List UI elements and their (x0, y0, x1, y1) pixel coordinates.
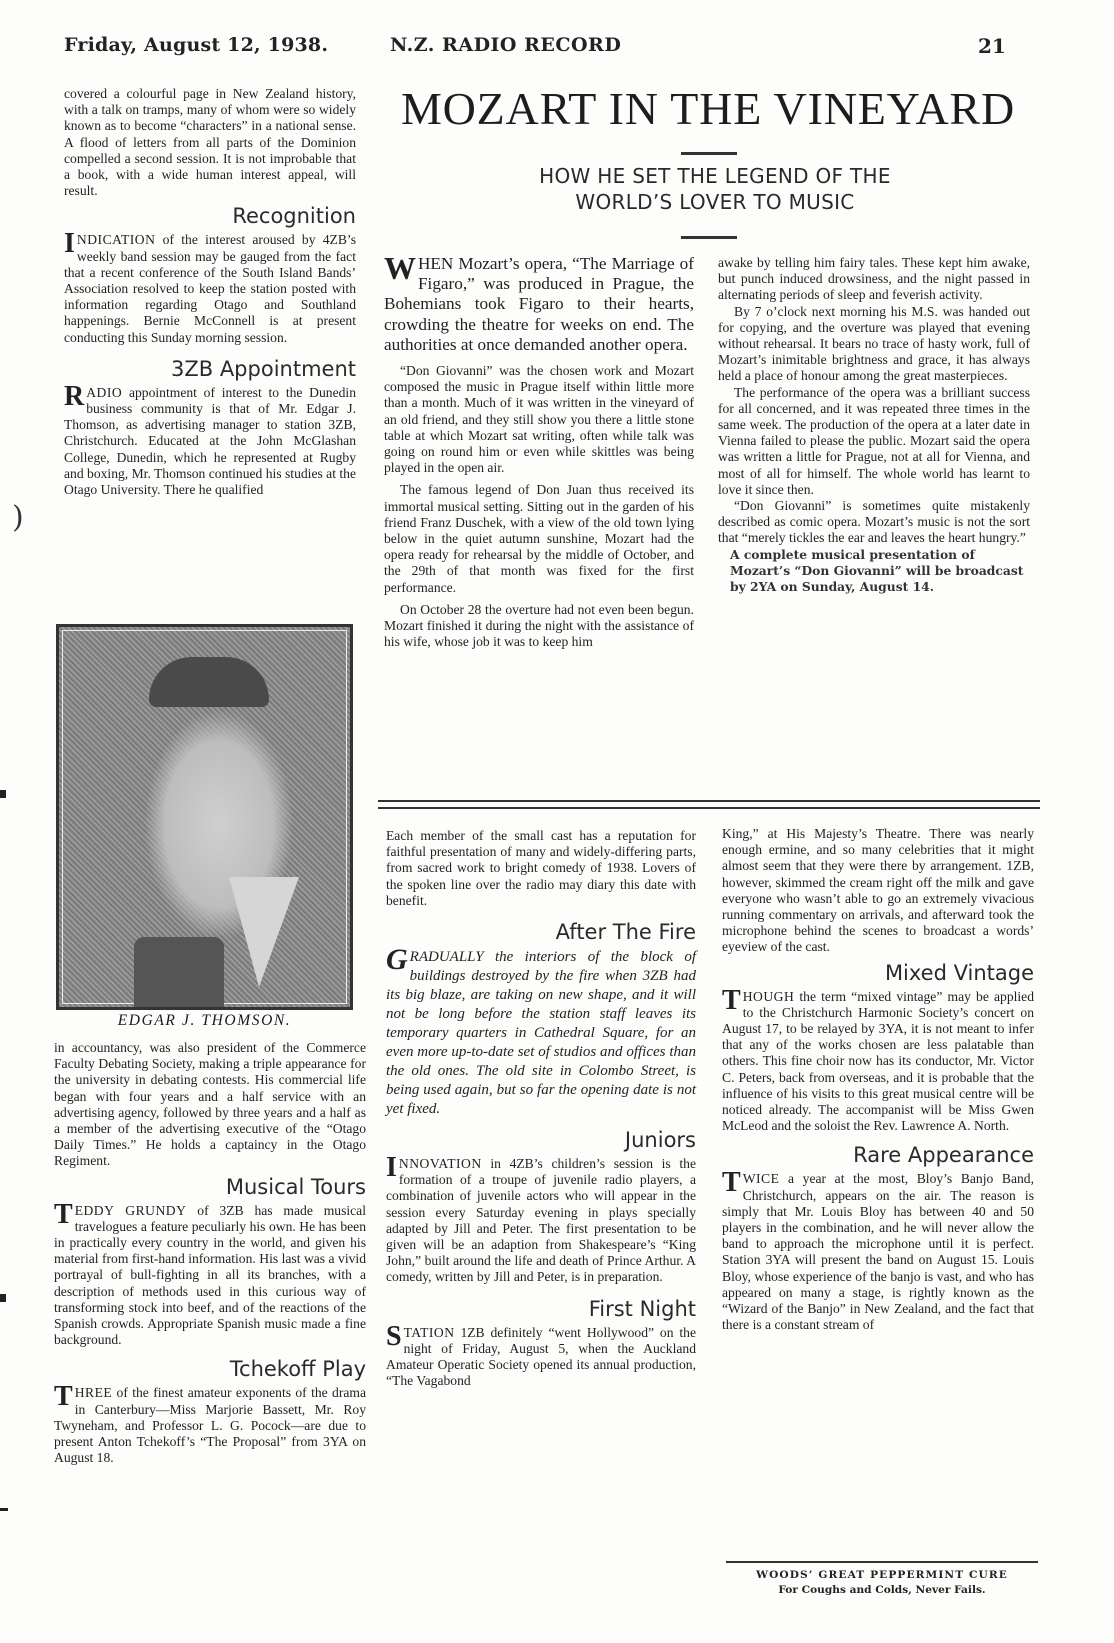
intro-continued-text: covered a colourful page in New Zealand history, with a talk on tramps, many of whom were so widely known as to become “characters” in a national sense. A flood of letters from all parts of the Dominion compelled a second session. It is not improbable that a book, with a wide human interest appeal, will result. (64, 86, 356, 199)
publication-title: N.Z. RADIO RECORD (390, 34, 622, 56)
rare-appearance-article: TWICE a year at the most, Bloy’s Banjo Band, Christchurch, appears on the air. The reason is simply that Mr. Louis Bloy has between 40 and 50 players in the combination, and he will never allow the band to approach the microphone until it is perfect. Station 3YA will present the band on August 15. Louis Bloy, whose experience of the banjo is vast, and who has appeared on many a stage, is rightly known as the “Wizard of the Banjo” in New Zealand, and the fact that there is a constant stream of (722, 1167, 1034, 1333)
advertisement (726, 1568, 1038, 1598)
deck-rule-top (681, 152, 737, 155)
dropcap: R (64, 380, 85, 412)
dropcap: T (54, 1198, 73, 1230)
masthead (0, 34, 1114, 64)
mixed-vintage-heading: Mixed Vintage (884, 960, 1034, 985)
feature-paragraph: On October 28 the overture had not even been begun. Mozart finished it during the night with the assistance of his wife, whose job it was to keep him (384, 601, 694, 650)
middle-column-lower (386, 828, 696, 1389)
left-column-bottom (54, 1040, 366, 1466)
feature-paragraph: The performance of the opera was a brilliant success for all concerned, and it was repeated three times in the same week. The production of the opera at a later date in Vienna failed to please the public. Mozart said the opera was written a little for Prague, not at all for Vienna, and most of all for himself. The whole world has learnt to love it since then. (718, 384, 1030, 497)
tchekoff-article: THREE of the finest amateur exponents of the drama in Canterbury—Miss Marjorie Bassett, Mr. Roy Twyneham, and Professor L. G. Pocock—are due to present Anton Tchekoff’s “The Proposal” from 3YA on August 18. (54, 1381, 366, 1466)
feature-paragraph: awake by telling him fairy tales. These kept him awake, but punch induced drowsiness, and the night passed in alternating periods of sleep and feverish activity. (718, 255, 1030, 303)
right-column-lower (722, 826, 1034, 1333)
first-night-continued-text: King,” at His Majesty’s Theatre. There was nearly enough ermine, and so many celebrities that it might almost seem that they were there by arrangement. 1ZB, however, skimmed the cream right off the milk and gave everyone who wasn’t able to go an extremely vivacious running commentary on arrivals, and afterward took the microphone behind the scenes to broadcast a words’ eyeview of the cast. (722, 826, 1034, 955)
dropcap: T (54, 1381, 73, 1413)
broadcast-note: A complete musical presentation of Mozart’s “Don Giovanni” will be broadcast by 2YA on Sunday, August 14. (730, 546, 1024, 594)
margin-dash-mark (0, 1508, 8, 1511)
advertisement-rule (726, 1561, 1038, 1563)
first-night-article: STATION 1ZB definitely “went Hollywood” on the night of Friday, August 5, when the Auckland Amateur Operatic Society opened its annual production, “The Vagabond (386, 1320, 696, 1389)
feature-paragraph: “Don Giovanni” was the chosen work and Mozart composed the music in Prague itself within little more than a month. Much of it was written in the vineyard of an old friend, and they still show you there a little stone table at which Mozart sat writing, often while talk was going on round him or even while skittles was being played in the open air. (384, 363, 694, 476)
deck-rule-bottom (681, 236, 737, 239)
recognition-article: INDICATION of the interest aroused by 4ZB’s weekly band session may be gauged from the fact that a recent conference of the South Island Bands’ Association resolved to keep the station posted with information regarding Otago and Southland happenings. Bernie McConnell is at present conducting this Sunday morning session. (64, 228, 356, 345)
feature-paragraph: By 7 o’clock next morning his M.S. was handed out for copying, and the overture was played that evening without rehearsal. It bears no trace of hasty work, full of Mozart’s inimitable brightness and grace, it has always held a place of honour among the great masterpieces. (718, 303, 1030, 384)
dropcap: S (386, 1320, 402, 1352)
dropcap: I (386, 1152, 397, 1184)
left-column-top (64, 86, 356, 498)
tchekoff-heading: Tchekoff Play (229, 1357, 366, 1382)
photo-hair (149, 657, 269, 707)
feature-headline: MOZART IN THE VINEYARD (400, 83, 1016, 134)
photo-caption: EDGAR J. THOMSON. (117, 1012, 292, 1029)
margin-dot-mark (0, 1294, 6, 1302)
page-number: 21 (978, 34, 1006, 58)
advertisement-line-2: For Coughs and Colds, Never Fails. (778, 1584, 986, 1596)
first-night-heading: First Night (588, 1296, 696, 1321)
musical-tours-heading: Musical Tours (225, 1174, 366, 1199)
photo-collar (229, 877, 299, 987)
advertisement-line-1: WOODS’ GREAT PEPPERMINT CURE (756, 1569, 1008, 1581)
feature-lead-paragraph: WHEN Mozart’s opera, “The Marriage of Figaro,” was produced in Prague, the Bohemians took Figaro to their hearts, crowding the theatre for weeks on end. The authorities at once demanded another opera. (384, 250, 694, 354)
after-the-fire-heading: After The Fire (555, 920, 696, 945)
recognition-heading: Recognition (232, 204, 356, 229)
issue-date: Friday, August 12, 1938. (64, 34, 329, 56)
dropcap: W (384, 250, 416, 286)
juniors-article: INNOVATION in 4ZB’s children’s session is the formation of a troupe of juvenile radio players, a combination of juvenile actors who will appear in the session every Saturday evening in plays specially adapted by Jill and Peter. The first presentation to be given will be an adaption from Shakespeare’s “King John,” built around the life and death of Prince Arthur. A comedy, written by Jill and Peter, is in preparation. (386, 1152, 696, 1285)
margin-bracket-mark: ) (12, 500, 24, 535)
dropcap: T (722, 984, 741, 1016)
feature-deck: HOW HE SET THE LEGEND OF THE WORLD’S LOVER TO MUSIC (539, 164, 891, 214)
feature-paragraph: “Don Giovanni” is sometimes quite mistakenly described as comic opera. Mozart’s music is not the sort that “merely tickles the ear and leaves the heart hungry.” (718, 498, 1030, 546)
photo-jacket (134, 937, 224, 1007)
dropcap: G (386, 943, 408, 977)
appointment-heading: 3ZB Appointment (170, 356, 356, 381)
portrait-photo (56, 624, 353, 1010)
rare-appearance-heading: Rare Appearance (853, 1143, 1034, 1168)
feature-bottom-rule (378, 800, 1040, 809)
feature-paragraph: The famous legend of Don Juan thus received its immortal musical setting. Sitting out in the garden of his friend Franz Duschek, with a view of the old town lying below in the quiet autumn sunshine, Mozart had the opera ready for rehearsal by the middle of October, and the 29th of that month was fixed for the first performance. (384, 482, 694, 595)
appointment-continued-text: in accountancy, was also president of the Commerce Faculty Debating Society, making a triple appearance for the university in debating contests. His commercial life began with four years and a half service with an advertising agency, followed by three years and a half as a member of the advertising executive of the “Otago Daily Times.” He holds a captaincy in the Otago Regiment. (54, 1040, 366, 1169)
dropcap: T (722, 1167, 741, 1199)
feature-column-1 (384, 250, 694, 650)
appointment-article: RADIO appointment of interest to the Dunedin business community is that of Mr. Edgar J. Thomson, as advertising manager to station 3ZB, Christchurch. Educated at the John McGlashan College, Dunedin, which he represented at Rugby and boxing, Mr. Thomson continued his studies at the Otago University. There he qualified (64, 380, 356, 498)
after-the-fire-article: GRADUALLY the interiors of the block of buildings destroyed by the fire when 3ZB had its big blaze, are taking on new shape, and it will not be long before the station staff leaves its temporary quarters in Cathedral Square, for an even more up-to-date set of studios and offices than the old ones. The old site in Colombo Street, is being used again, but so far the opening date is not yet fixed. (386, 943, 696, 1118)
juniors-heading: Juniors (624, 1128, 696, 1153)
tchekoff-continued-text: Each member of the small cast has a reputation for faithful presentation of many and widely-differing parts, from sacred work to bright comedy of 1938. Lovers of the spoken line over the radio may diary this date with benefit. (386, 828, 696, 908)
mixed-vintage-article: THOUGH the term “mixed vintage” may be applied to the Christchurch Harmonic Society’s concert on August 17, to be relayed by 3YA, it is not meant to infer that any of the works chosen are less palatable than others. This fine choir now has its conductor, Mr. Victor C. Peters, back from overseas, and it is probable that the influence of his visits to this great musical centre will be noticed already. The accompanist will be Miss Gwen McLeod and the soloist the Rev. Lawrence A. North. (722, 984, 1034, 1134)
dropcap: I (64, 228, 75, 260)
margin-dot-mark (0, 790, 6, 798)
feature-column-2 (718, 255, 1030, 595)
musical-tours-article: TEDDY GRUNDY of 3ZB has made musical travelogues a feature peculiarly his own. He has been in practically every country in the world, and given his material from first-hand information. His last was a vivid portrayal of bull-fighting in all its branches, with a description of methods used in this curious way of transforming stock into beef, and of the reactions of the Spanish crowds. Appropriate Spanish music made a fine background. (54, 1198, 366, 1348)
